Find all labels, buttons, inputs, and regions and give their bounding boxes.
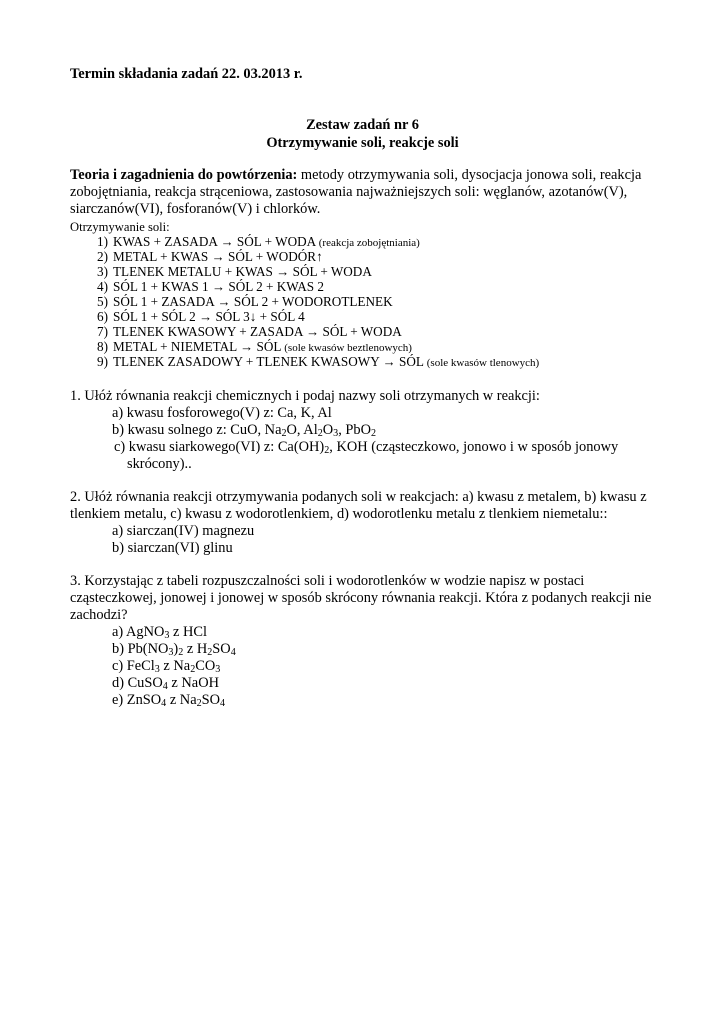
method-text: SÓL 1 + ZASADA → SÓL 2 + WODOROTLENEK <box>113 294 393 309</box>
method-text: TLENEK METALU + KWAS → SÓL + WODA <box>113 264 372 279</box>
method-text: TLENEK ZASADOWY + TLENEK KWASOWY → SÓL (sole kwasów tlenowych) <box>113 354 540 369</box>
task3-line-3: zachodzi? <box>70 607 128 623</box>
method-number: 5) <box>97 294 108 309</box>
set-title: Zestaw zadań nr 6 <box>306 117 419 133</box>
method-number: 9) <box>97 354 108 369</box>
theory-text-1: metody otrzymywania soli, dysocjacja jonowa soli, reakcja <box>297 167 642 183</box>
method-number: 6) <box>97 309 108 324</box>
method-number: 8) <box>97 339 108 354</box>
method-text: METAL + KWAS → SÓL + WODÓR↑ <box>113 249 323 264</box>
task1-item-a: a) kwasu fosforowego(V) z: Ca, K, Al <box>112 405 332 421</box>
set-subtitle: Otrzymywanie soli, reakcje soli <box>266 135 459 151</box>
task3-line-1: 3. Korzystając z tabeli rozpuszczalności soli i wodorotlenków w wodzie napisz w postaci <box>70 573 585 589</box>
task3-item-a: a) AgNO$_3$ z HCl <box>112 624 207 641</box>
method-text: SÓL 1 + KWAS 1 → SÓL 2 + KWAS 2 <box>113 279 324 294</box>
method-number: 3) <box>97 264 108 279</box>
method-note: (sole kwasów tlenowych) <box>426 357 540 369</box>
task3-item-b: b) $Pb(NO_3)_2$ z $H_2SO_4$ <box>112 641 236 658</box>
task2-item-b: b) siarczan(VI) glinu <box>112 540 233 556</box>
method-number: 2) <box>97 249 108 264</box>
method-text: TLENEK KWASOWY + ZASADA → SÓL + WODA <box>113 324 402 339</box>
task2-line-1: 2. Ułóż równania reakcji otrzymywania podanych soli w reakcjach: a) kwasu z metalem, b) kwasu z <box>70 489 647 505</box>
methods-heading: Otrzymywanie soli: <box>70 220 170 234</box>
theory-line-2: zobojętniania, reakcja strąceniowa, zastosowania najważniejszych soli: węglanów, azotanów(V), <box>70 184 628 200</box>
method-text: METAL + NIEMETAL → SÓL (sole kwasów beztlenowych) <box>113 339 412 354</box>
task3-item-e: e) ZnSO$_4$ z $Na_2SO_4$ <box>112 692 226 709</box>
theory-line-3: siarczanów(VI), fosforanów(V) i chlorków. <box>70 201 321 217</box>
task1-question: 1. Ułóż równania reakcji chemicznych i podaj nazwy soli otrzymanych w reakcji: <box>70 388 540 404</box>
method-note: (reakcja zobojętniania) <box>318 237 420 249</box>
method-text: KWAS + ZASADA → SÓL + WODA (reakcja zobojętniania) <box>113 234 420 249</box>
task1-item-c: c) kwasu siarkowego(VI) z: $Ca(OH)_2$, KOH (cząsteczkowo, jonowo i w sposób jonowy <box>114 439 619 456</box>
theory-line-1 <box>70 167 641 184</box>
task2-line-2: tlenkiem metalu, c) kwasu z wodorotlenkiem, d) wodorotlenku metalu z tlenkiem niemetalu:: <box>70 506 608 522</box>
method-number: 7) <box>97 324 108 339</box>
task2-item-a: a) siarczan(IV) magnezu <box>112 523 255 539</box>
deadline: Termin składania zadań 22. 03.2013 r. <box>70 66 303 82</box>
method-number: 1) <box>97 234 108 249</box>
method-note: (sole kwasów beztlenowych) <box>284 342 412 354</box>
task3-line-2: cząsteczkowej, jonowej i jonowej w sposób skrócony równania reakcji. Która z podanych reakcji nie <box>70 590 652 606</box>
theory-label: Teoria i zagadnienia do powtórzenia: <box>70 167 298 183</box>
task1-item-b: b) kwasu solnego z: CuO, $Na_2O$, $Al_2O_3$, PbO$_2$ <box>112 422 377 439</box>
task1-item-c-cont: skrócony).. <box>127 456 192 472</box>
method-number: 4) <box>97 279 108 294</box>
task3-item-c: c) FeCl$_3$ z $Na_2CO_3$ <box>112 658 221 675</box>
method-text: SÓL 1 + SÓL 2 → SÓL 3↓ + SÓL 4 <box>113 309 305 324</box>
task3-item-d: d) CuSO$_4$ z NaOH <box>112 675 219 692</box>
